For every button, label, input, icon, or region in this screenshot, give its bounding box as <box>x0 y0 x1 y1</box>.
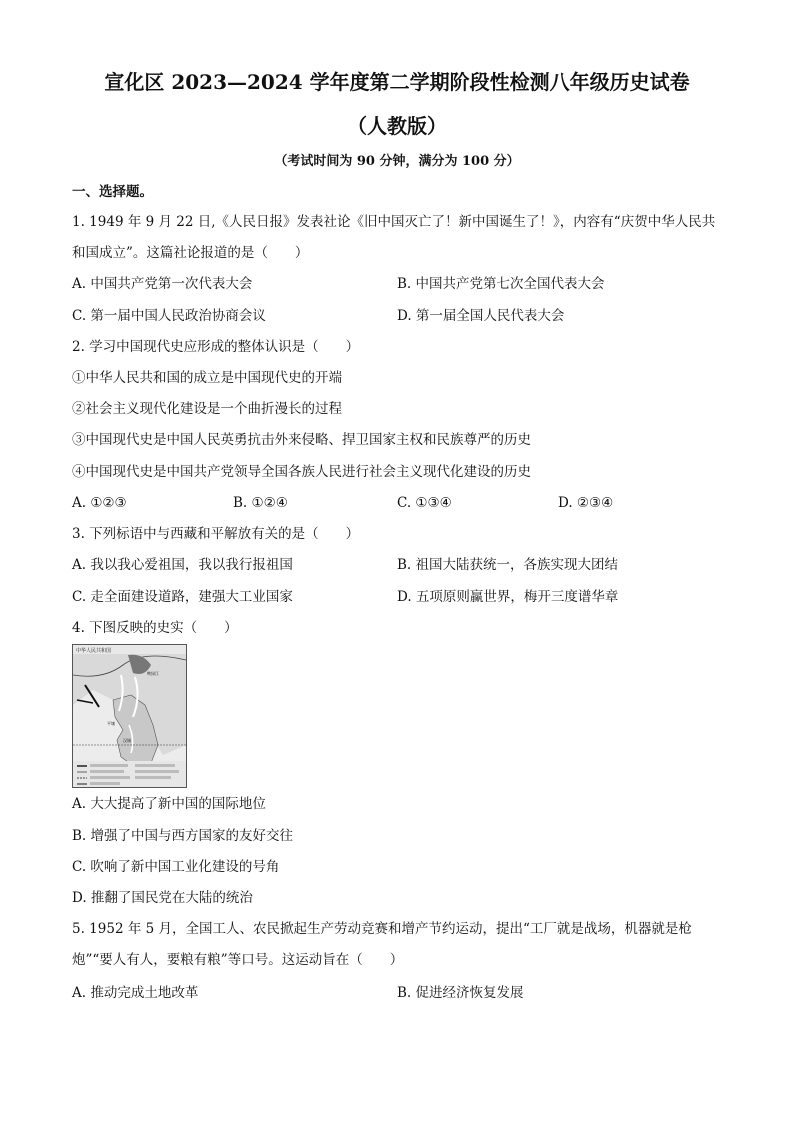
question-4-option-d[interactable]: D. 推翻了国民党在大陆的统治 <box>72 890 253 906</box>
question-2-stem: 2. 学习中国现代史应形成的整体认识是（ ） <box>72 339 360 355</box>
question-1-line-1: 1. 1949 年 9 月 22 日,《人民日报》发表社论《旧中国灭亡了！新中国诞生了！》，内容有“庆贺中华人民共 <box>72 214 716 230</box>
exam-info: （考试时间为 90 分钟，满分为 100 分） <box>274 154 520 169</box>
question-2-statement-1: ①中华人民共和国的成立是中国现代史的开端 <box>72 370 342 386</box>
question-5-option-b[interactable]: B. 促进经济恢复发展 <box>397 985 524 1001</box>
question-2-statement-4: ④中国现代史是中国共产党领导全国各族人民进行社会主义现代化建设的历史 <box>72 464 531 480</box>
question-2-statement-2: ②社会主义现代化建设是一个曲折漫长的过程 <box>72 401 342 417</box>
question-2-option-c[interactable]: C. ①③④ <box>397 495 452 511</box>
question-3-option-a[interactable]: A. 我以我心爱祖国，我以我行报祖国 <box>72 557 293 573</box>
question-1-option-a[interactable]: A. 中国共产党第一次代表大会 <box>72 276 253 292</box>
question-3-stem: 3. 下列标语中与西藏和平解放有关的是（ ） <box>72 526 360 542</box>
question-5-line-2: 炮”“要人有人，要粮有粮”等口号。这运动旨在（ ） <box>72 952 404 968</box>
question-4-option-a[interactable]: A. 大大提高了新中国的国际地位 <box>72 796 266 812</box>
map-label-seoul: 汉城 <box>123 738 131 743</box>
question-4-stem: 4. 下图反映的史实（ ） <box>72 620 238 636</box>
question-4-option-b[interactable]: B. 增强了中国与西方国家的友好交往 <box>72 828 294 844</box>
question-3-option-b[interactable]: B. 祖国大陆获统一，各族实现大团结 <box>397 557 619 573</box>
question-2-option-a[interactable]: A. ①②③ <box>72 495 127 511</box>
exam-title: 宣化区 2023—2024 学年度第二学期阶段性检测八年级历史试卷 <box>104 70 690 94</box>
question-1-option-d[interactable]: D. 第一届全国人民代表大会 <box>397 308 565 324</box>
question-2-statement-3: ③中国现代史是中国人民英勇抗击外来侵略、捍卫国家主权和民族尊严的历史 <box>72 432 531 448</box>
question-5-option-a[interactable]: A. 推动完成土地改革 <box>72 985 199 1001</box>
map-label-yalu-river: 鸭绿江 <box>147 671 159 676</box>
question-3-option-d[interactable]: D. 五项原则赢世界，梅开三度谱华章 <box>397 589 619 605</box>
section-heading: 一、选择题。 <box>72 184 153 200</box>
map-header-text: 中华人民共和国 <box>76 648 112 654</box>
question-3-option-c[interactable]: C. 走全面建设道路，建强大工业国家 <box>72 589 293 605</box>
map-label-pyongyang: 平壤 <box>107 721 115 726</box>
question-1-line-2: 和国成立”。这篇社论报道的是（ ） <box>72 245 309 261</box>
korean-war-map-image <box>72 644 187 788</box>
exam-edition: （人教版） <box>347 114 447 138</box>
question-1-option-b[interactable]: B. 中国共产党第七次全国代表大会 <box>397 276 605 292</box>
question-5-line-1: 5. 1952 年 5 月，全国工人、农民掀起生产劳动竞赛和增产节约运动，提出“工厂就是战场，机器就是枪 <box>72 921 692 937</box>
question-4-option-c[interactable]: C. 吹响了新中国工业化建设的号角 <box>72 859 280 875</box>
question-2-option-d[interactable]: D. ②③④ <box>558 495 614 511</box>
question-2-option-b[interactable]: B. ①②④ <box>233 495 288 511</box>
question-1-option-c[interactable]: C. 第一届中国人民政治协商会议 <box>72 308 266 324</box>
